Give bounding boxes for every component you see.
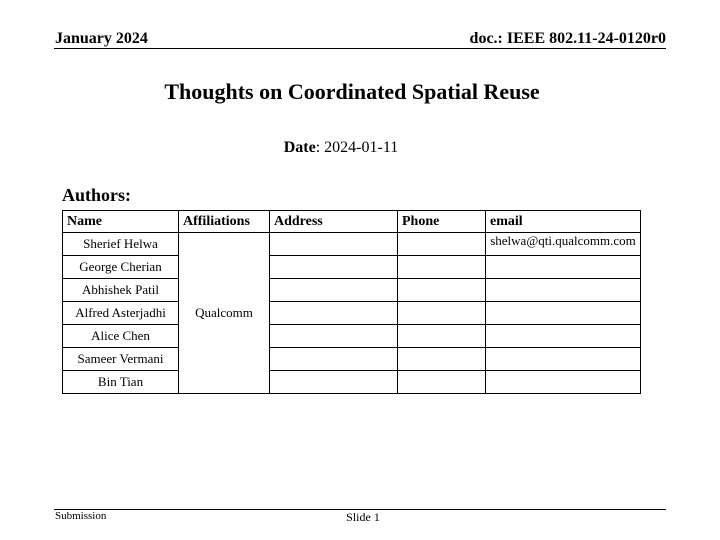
- author-address: [270, 256, 398, 279]
- col-header-email: email: [486, 211, 641, 233]
- col-header-name: Name: [63, 211, 179, 233]
- header-rule: [54, 48, 666, 49]
- slide-title: Thoughts on Coordinated Spatial Reuse: [164, 79, 540, 104]
- author-phone: [398, 279, 486, 302]
- header-doc-id: doc.: IEEE 802.11-24-0120r0: [469, 30, 666, 47]
- table-row: [63, 233, 641, 256]
- table-row: [63, 325, 641, 348]
- author-email: shelwa@qti.qualcomm.com: [486, 233, 641, 256]
- author-name: Alfred Asterjadhi: [63, 302, 179, 325]
- author-address: [270, 325, 398, 348]
- author-name: Bin Tian: [63, 371, 179, 394]
- author-affiliation: Qualcomm: [179, 233, 270, 394]
- table-row: [63, 348, 641, 371]
- footer-submission: Submission: [55, 510, 107, 522]
- author-phone: [398, 371, 486, 394]
- author-email: [486, 348, 641, 371]
- table-row: [63, 279, 641, 302]
- authors-heading: Authors:: [62, 185, 132, 205]
- table-row: [63, 302, 641, 325]
- author-name: Alice Chen: [63, 325, 179, 348]
- author-phone: [398, 233, 486, 256]
- authors-table: [62, 210, 641, 394]
- col-header-address: Address: [270, 211, 398, 233]
- table-header-row: [63, 211, 641, 233]
- author-address: [270, 233, 398, 256]
- author-email: [486, 256, 641, 279]
- author-address: [270, 348, 398, 371]
- date-label: Date: [283, 139, 316, 156]
- author-phone: [398, 348, 486, 371]
- author-phone: [398, 256, 486, 279]
- col-header-phone: Phone: [398, 211, 486, 233]
- author-address: [270, 302, 398, 325]
- author-address: [270, 371, 398, 394]
- footer-slide-number: Slide 1: [346, 510, 380, 524]
- author-email: [486, 302, 641, 325]
- table-row: [63, 256, 641, 279]
- author-name: George Cherian: [63, 256, 179, 279]
- author-email: [486, 371, 641, 394]
- author-phone: [398, 325, 486, 348]
- author-address: [270, 279, 398, 302]
- author-name: Sherief Helwa: [63, 233, 179, 256]
- col-header-affiliations: Affiliations: [179, 211, 270, 233]
- date-line: [0, 139, 682, 157]
- author-name: Sameer Vermani: [63, 348, 179, 371]
- author-name: Abhishek Patil: [63, 279, 179, 302]
- author-phone: [398, 302, 486, 325]
- author-email: [486, 325, 641, 348]
- author-email: [486, 279, 641, 302]
- date-value: : 2024-01-11: [315, 139, 399, 156]
- table-row: [63, 371, 641, 394]
- header-date: January 2024: [55, 30, 148, 47]
